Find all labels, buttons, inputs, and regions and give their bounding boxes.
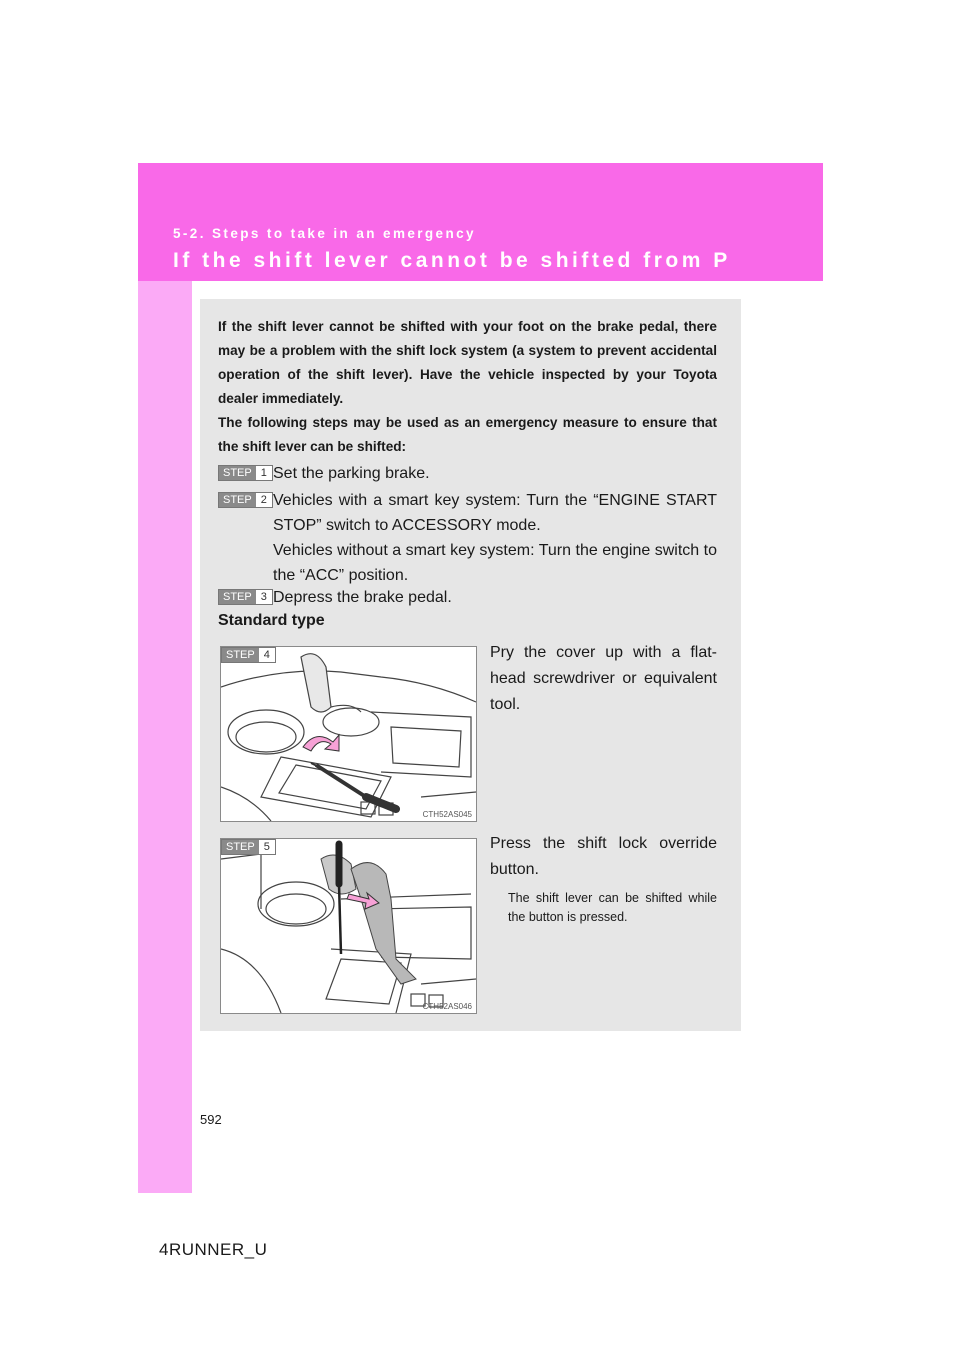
step-badge-3 (218, 589, 273, 605)
intro-paragraph-2: The following steps may be used as an emergency measure to ensure that the shift lever can be shifted: (218, 415, 717, 454)
step-badge-number: 2 (256, 493, 272, 507)
step-5-text: Press the shift lock override button. (490, 835, 717, 878)
step-badge-number: 1 (256, 466, 272, 480)
footer-model-code: 4RUNNER_U (159, 1240, 268, 1259)
step-badge-word: STEP (219, 493, 256, 507)
page-title: If the shift lever cannot be shifted from P (173, 249, 731, 272)
intro-paragraph-1: If the shift lever cannot be shifted with your foot on the brake pedal, there may be a problem with the shift lock system (a system to prevent accidental operation of the shift lever). Have the vehicle inspected by your Toyota dealer immediately. (218, 319, 717, 406)
intro-text (218, 315, 717, 459)
page-number: 592 (200, 1112, 222, 1127)
section-label: 5-2. Steps to take in an emergency (173, 226, 476, 241)
step-badge-word: STEP (222, 648, 259, 662)
step-badge-word: STEP (219, 466, 256, 480)
step-badge-number: 3 (256, 590, 272, 604)
step-badge-2 (218, 492, 273, 508)
step-badge-1 (218, 465, 273, 481)
pink-arrow-icon (303, 735, 339, 751)
step-badge-number: 4 (259, 648, 275, 662)
step-2-text-alt: Vehicles without a smart key system: Turn the engine switch to the “ACC” position. (273, 542, 717, 584)
figure-step-5 (220, 838, 477, 1014)
step-badge-word: STEP (222, 840, 259, 854)
step-5-note: The shift lever can be shifted while the button is pressed. (508, 891, 717, 924)
subheading-standard-type: Standard type (218, 612, 325, 629)
sidebar-tab (138, 163, 192, 1193)
step-badge-number: 5 (259, 840, 275, 854)
figure-step-4 (220, 646, 477, 822)
step-badge-4 (221, 647, 276, 663)
step-badge-5 (221, 839, 276, 855)
step-3-text: Depress the brake pedal. (273, 589, 452, 606)
step-4-text: Pry the cover up with a flat-head screwdriver or equivalent tool. (490, 644, 717, 713)
step-badge-word: STEP (219, 590, 256, 604)
figure-code: CTH52AS045 (422, 810, 472, 819)
shift-lock-override-illustration (221, 839, 476, 1013)
step-1-text: Set the parking brake. (273, 465, 430, 482)
figure-code: CTH52AS046 (422, 1002, 472, 1011)
step-2-text: Vehicles with a smart key system: Turn the “ENGINE START STOP” switch to ACCESSORY mode. (273, 492, 717, 534)
console-cover-illustration (221, 647, 476, 821)
